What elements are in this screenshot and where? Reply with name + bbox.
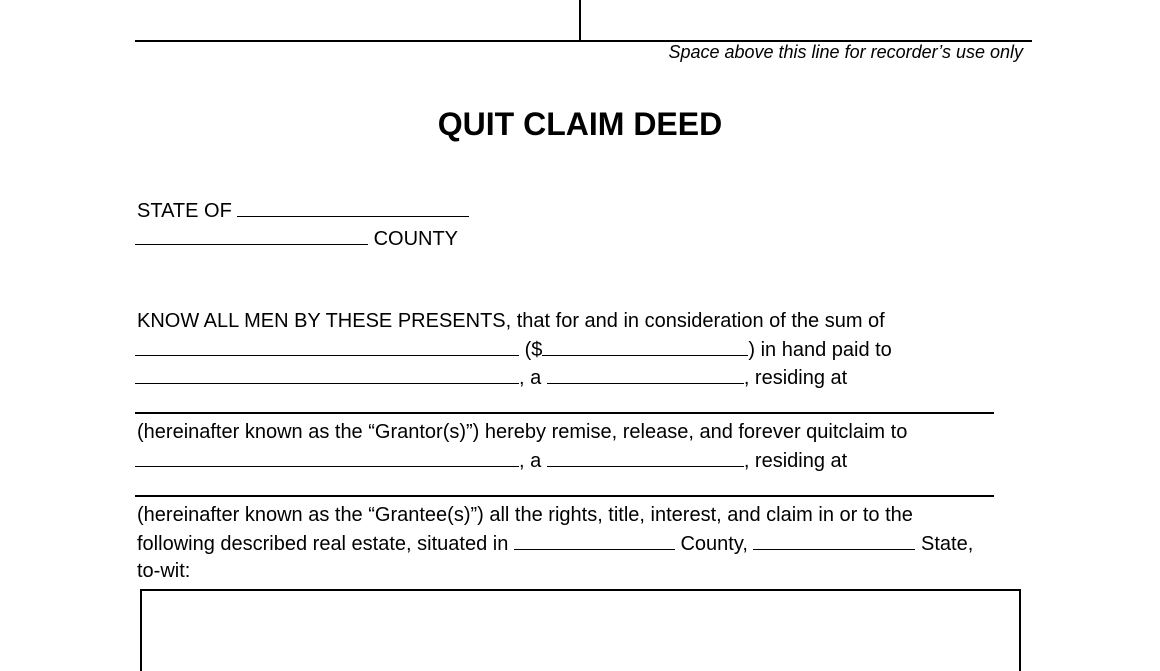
grantor-residing-text: , residing at	[743, 367, 848, 389]
property-county-label: County,	[680, 533, 748, 555]
grantee-address-blank[interactable]	[135, 495, 994, 497]
amount-line	[135, 337, 892, 362]
grantee-name-line	[135, 448, 847, 473]
grantor-name-blank[interactable]	[135, 365, 519, 384]
grantor-name-line	[135, 365, 847, 390]
grantor-status-blank[interactable]	[547, 365, 744, 384]
amount-number-blank[interactable]	[542, 337, 748, 356]
property-state-label: State,	[921, 533, 974, 555]
legal-description-box[interactable]	[140, 589, 1021, 671]
amount-open: ($	[524, 339, 543, 361]
grantor-a-text: , a	[519, 367, 542, 389]
grantee-residing-text: , residing at	[743, 450, 848, 472]
recorder-note: Space above this line for recorder’s use only	[668, 42, 1023, 62]
grantee-clause-line: (hereinafter known as the “Grantee(s)”) all the rights, title, interest, and claim in or to the	[137, 504, 913, 526]
county-line	[135, 226, 458, 251]
to-wit-label: to-wit:	[137, 560, 191, 582]
property-county-blank[interactable]	[514, 531, 675, 550]
grantor-address-blank[interactable]	[135, 412, 994, 414]
grantee-a-text: , a	[519, 450, 542, 472]
amount-close: ) in hand paid to	[748, 339, 892, 361]
county-blank[interactable]	[135, 226, 368, 245]
amount-words-blank[interactable]	[135, 337, 519, 356]
state-line	[137, 198, 469, 223]
page-title: QUIT CLAIM DEED	[437, 106, 723, 142]
grantee-status-blank[interactable]	[547, 448, 744, 467]
grantor-clause-line: (hereinafter known as the “Grantor(s)”) hereby remise, release, and forever quitclaim to	[137, 421, 908, 443]
grantee-name-blank[interactable]	[135, 448, 519, 467]
property-location-text: following described real estate, situated in	[137, 533, 509, 555]
recorder-area-vertical-line	[579, 0, 581, 41]
state-blank[interactable]	[237, 198, 469, 217]
state-label: STATE OF	[137, 200, 232, 222]
county-label: COUNTY	[373, 228, 459, 250]
property-state-blank[interactable]	[753, 531, 915, 550]
consideration-line: KNOW ALL MEN BY THESE PRESENTS, that for and in consideration of the sum of	[137, 310, 885, 332]
property-location-line	[137, 531, 973, 556]
